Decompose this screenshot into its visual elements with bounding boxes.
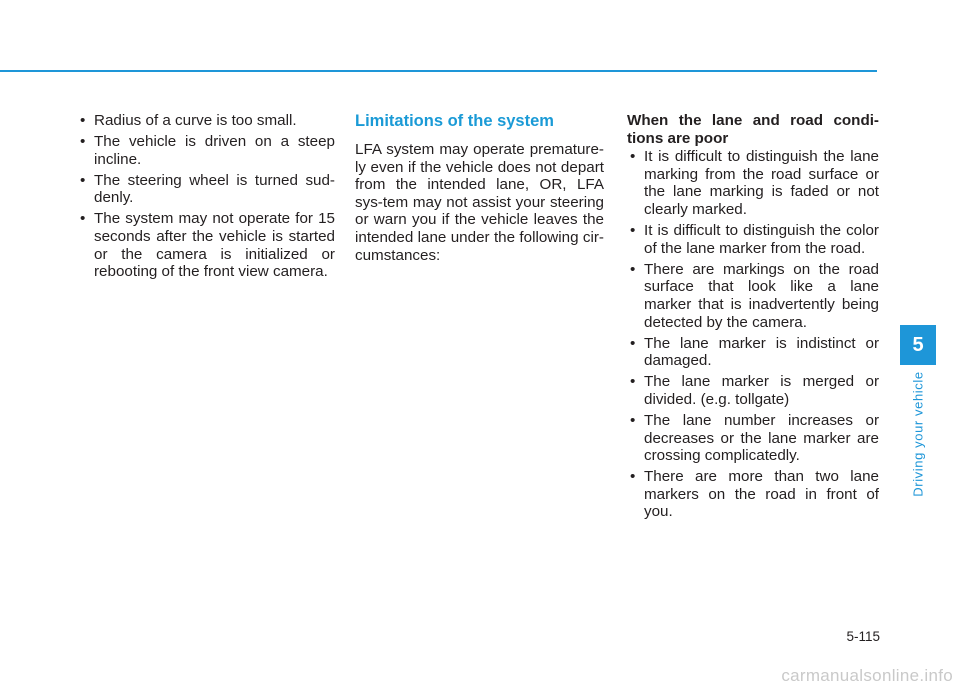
watermark-text: carmanualsonline.info: [781, 666, 953, 685]
list-item: • The lane marker is merged or divided. (e.g. tollgate): [627, 373, 879, 408]
list-item: • The steering wheel is turned sud-denly.: [77, 172, 335, 207]
section-title: Limitations of the system: [355, 112, 554, 130]
list-item: • There are markings on the road surface that look like a lane marker that is inadvertently being detected by the camera.: [627, 261, 879, 331]
subheading: When the lane and road condi-tions are poor: [627, 112, 879, 147]
column-1: [77, 112, 335, 284]
column-2: [355, 112, 604, 264]
bullet-list-conditions: [77, 112, 335, 281]
body-paragraph: LFA system may operate premature-ly even if the vehicle does not depart from the intended lane, OR, LFA sys-tem may not assist your steering or warn you if the vehicle leaves the intended lane under the following cir-cumstances:: [355, 141, 604, 264]
chapter-title-vertical: Driving your vehicle: [910, 371, 926, 497]
bullet-list-lane-conditions: [627, 148, 879, 521]
list-item: • There are more than two lane markers on the road in front of you.: [627, 468, 879, 521]
list-item: • The system may not operate for 15 seconds after the vehicle is started or the camera is initialized or rebooting of the front view camera.: [77, 210, 335, 280]
list-item: • It is difficult to distinguish the lane marking from the road surface or the lane marking is faded or not clearly marked.: [627, 148, 879, 218]
list-item: • The lane marker is indistinct or damaged.: [627, 335, 879, 370]
list-item: • It is difficult to distinguish the color of the lane marker from the road.: [627, 222, 879, 257]
list-item: • Radius of a curve is too small.: [77, 112, 335, 130]
page-number: 5-115: [846, 629, 880, 644]
list-item: • The vehicle is driven on a steep incline.: [77, 133, 335, 168]
chapter-number-tab: 5: [900, 325, 936, 365]
top-divider-line: [0, 70, 877, 72]
column-3: [627, 112, 879, 525]
list-item: • The lane number increases or decreases or the lane marker are crossing complicatedly.: [627, 412, 879, 465]
